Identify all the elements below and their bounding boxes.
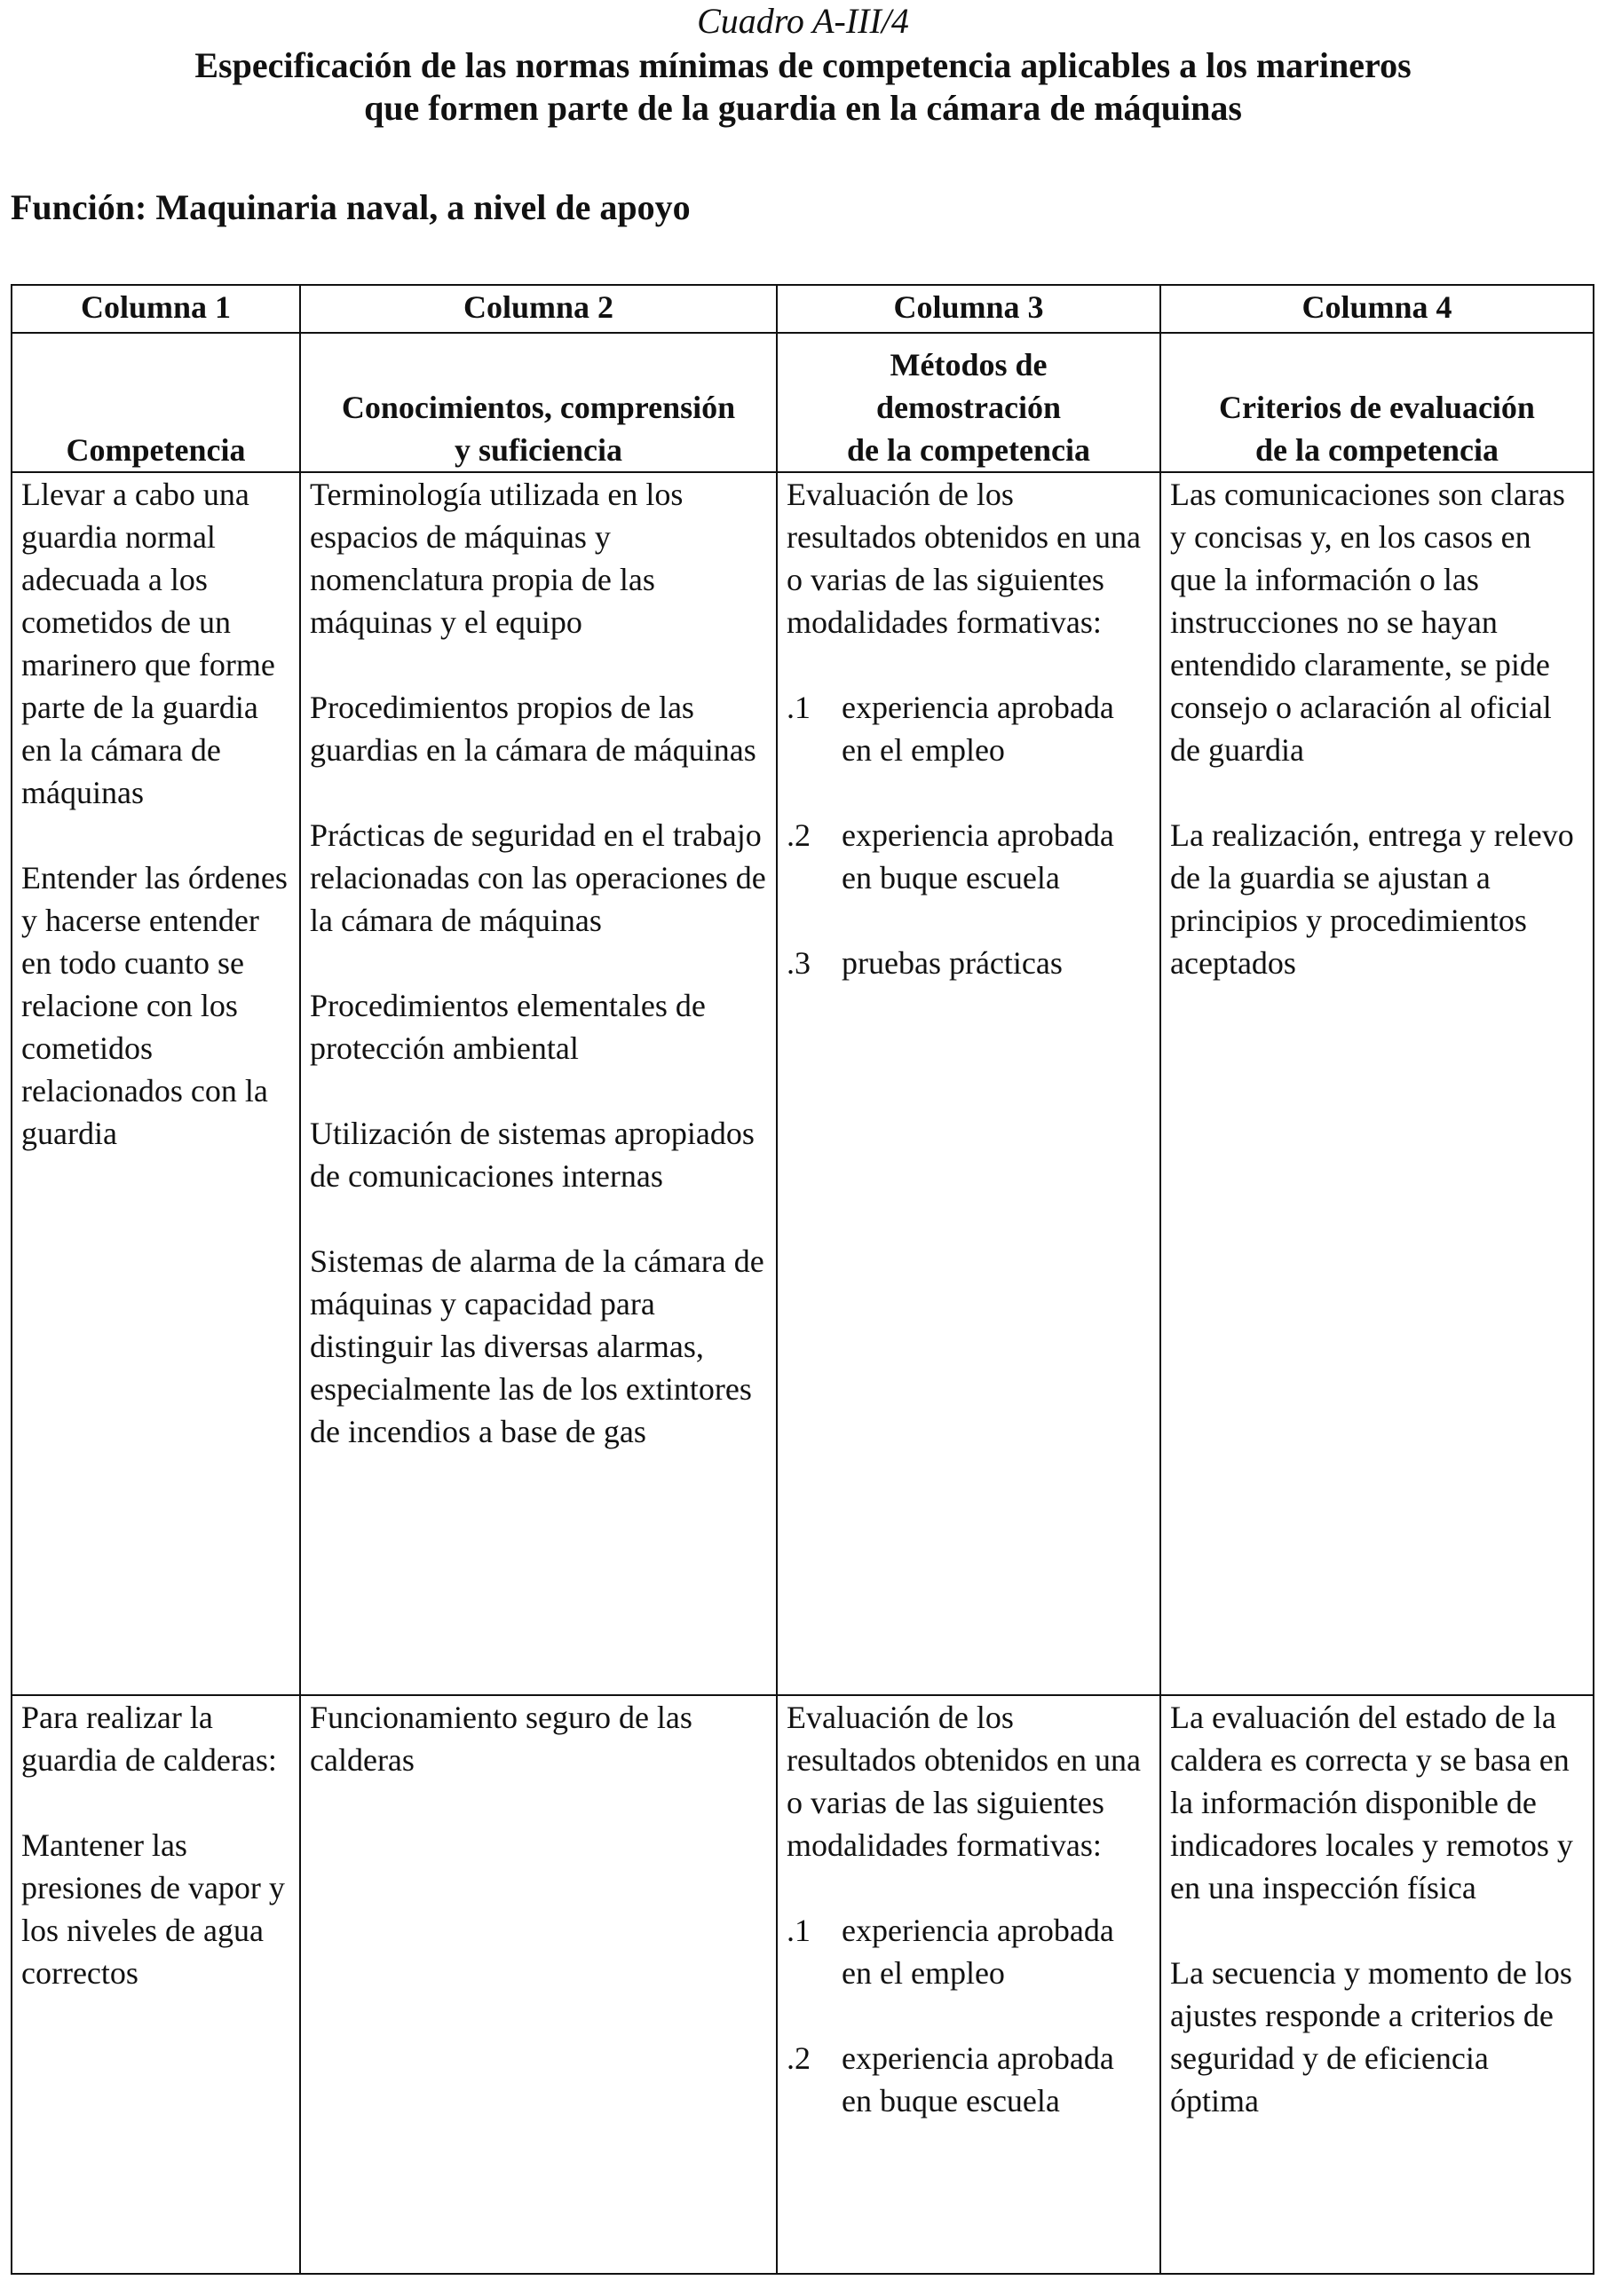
table-row: [12, 1695, 1594, 2274]
criteria-text: La realización, entrega y relevo de la guardia se ajustan a principios y procedimientos aceptados: [1170, 817, 1574, 981]
competence-text: Entender las órdenes y hacerse entender en todo cuanto se relacione con los cometidos relacionados con la guardia: [21, 860, 288, 1151]
header-row: [12, 333, 1594, 472]
list-number: .2: [787, 817, 811, 853]
document-title-line-2: que formen parte de la guardia en la cámara de máquinas: [364, 88, 1242, 128]
column-label-row: [12, 285, 1594, 333]
criteria-text: La evaluación del estado de la caldera es correcta y se basa en la información disponible de indicadores locales y remotos y en una inspección física: [1170, 1700, 1573, 1905]
list-text: experiencia aprobada en buque escuela: [842, 817, 1114, 896]
knowledge-text: Procedimientos elementales de protección ambiental: [310, 988, 706, 1066]
header-competencia: [12, 333, 300, 472]
methods-intro: Evaluación de los resultados obtenidos en una o varias de las siguientes modalidades formativas:: [787, 477, 1141, 640]
list-text: experiencia aprobada en el empleo: [842, 1913, 1114, 1991]
row1-criteria-cell: [1160, 472, 1594, 1695]
competence-text: Mantener las presiones de vapor y los niveles de agua correctos: [21, 1827, 285, 1991]
competence-text: Para realizar la guardia de calderas:: [21, 1700, 277, 1778]
methods-intro: Evaluación de los resultados obtenidos en una o varias de las siguientes modalidades formativas:: [787, 1700, 1141, 1863]
list-number: .3: [787, 945, 811, 981]
header-conocimientos-line-2: y suficiencia: [455, 432, 622, 468]
header-metodos-line-3: de la competencia: [847, 432, 1090, 468]
list-number: .1: [787, 1913, 811, 1948]
column-label-4: Columna 4: [1160, 285, 1594, 333]
column-label-2: Columna 2: [300, 285, 777, 333]
competence-table: [11, 284, 1594, 2275]
list-item: [787, 1909, 1151, 1994]
knowledge-text: Terminología utilizada en los espacios de máquinas y nomenclatura propia de las máquinas y el equipo: [310, 477, 684, 640]
column-label-3: Columna 3: [777, 285, 1160, 333]
document-title-line-1: Especificación de las normas mínimas de competencia aplicables a los marineros: [194, 45, 1412, 85]
knowledge-text: Procedimientos propios de las guardias en la cámara de máquinas: [310, 690, 756, 768]
function-heading: Función: Maquinaria naval, a nivel de apoyo: [11, 187, 691, 227]
row1-knowledge-cell: [300, 472, 777, 1695]
list-number: .1: [787, 690, 811, 725]
list-item: [787, 942, 1151, 984]
list-text: experiencia aprobada en buque escuela: [842, 2040, 1114, 2118]
knowledge-text: Utilización de sistemas apropiados de comunicaciones internas: [310, 1116, 755, 1194]
row2-methods-cell: [777, 1695, 1160, 2274]
knowledge-text: Funcionamiento seguro de las calderas: [310, 1700, 692, 1778]
row2-criteria-cell: [1160, 1695, 1594, 2274]
table-caption: Cuadro A-III/4: [697, 1, 909, 41]
document-title: [36, 44, 1570, 130]
header-metodos: [777, 333, 1160, 472]
header-metodos-line-2: demostración: [876, 390, 1061, 425]
list-item: [787, 686, 1151, 771]
header-conocimientos-line-1: Conocimientos, comprensión: [341, 390, 736, 425]
header-criterios: [1160, 333, 1594, 472]
criteria-text: Las comunicaciones son claras y concisas y, en los casos en que la información o las instrucciones no se hayan entendido claramente, se pide consejo o aclaración al oficial de guardia: [1170, 477, 1565, 768]
criteria-text: La secuencia y momento de los ajustes responde a criterios de seguridad y de eficiencia óptima: [1170, 1955, 1572, 2118]
competence-text: Llevar a cabo una guardia normal adecuada a los cometidos de un marinero que forme parte de la guardia en la cámara de máquinas: [21, 477, 275, 810]
row1-competencia-cell: [12, 472, 300, 1695]
header-conocimientos: [300, 333, 777, 472]
list-item: [787, 814, 1151, 899]
list-text: pruebas prácticas: [842, 945, 1063, 981]
list-number: .2: [787, 2040, 811, 2076]
list-item: [787, 2037, 1151, 2122]
row2-competencia-cell: [12, 1695, 300, 2274]
knowledge-text: Sistemas de alarma de la cámara de máquinas y capacidad para distinguir las diversas alarmas, especialmente las de los extintores de incendios a base de gas: [310, 1243, 764, 1449]
knowledge-text: Prácticas de seguridad en el trabajo relacionadas con las operaciones de la cámara de máquinas: [310, 817, 766, 938]
header-criterios-line-2: de la competencia: [1255, 432, 1499, 468]
row1-methods-cell: [777, 472, 1160, 1695]
header-criterios-line-1: Criterios de evaluación: [1219, 390, 1535, 425]
column-label-1: Columna 1: [12, 285, 300, 333]
list-text: experiencia aprobada en el empleo: [842, 690, 1114, 768]
table-row: [12, 472, 1594, 1695]
header-competencia-line: Competencia: [66, 432, 246, 468]
row2-knowledge-cell: [300, 1695, 777, 2274]
header-metodos-line-1: Métodos de: [890, 347, 1048, 383]
